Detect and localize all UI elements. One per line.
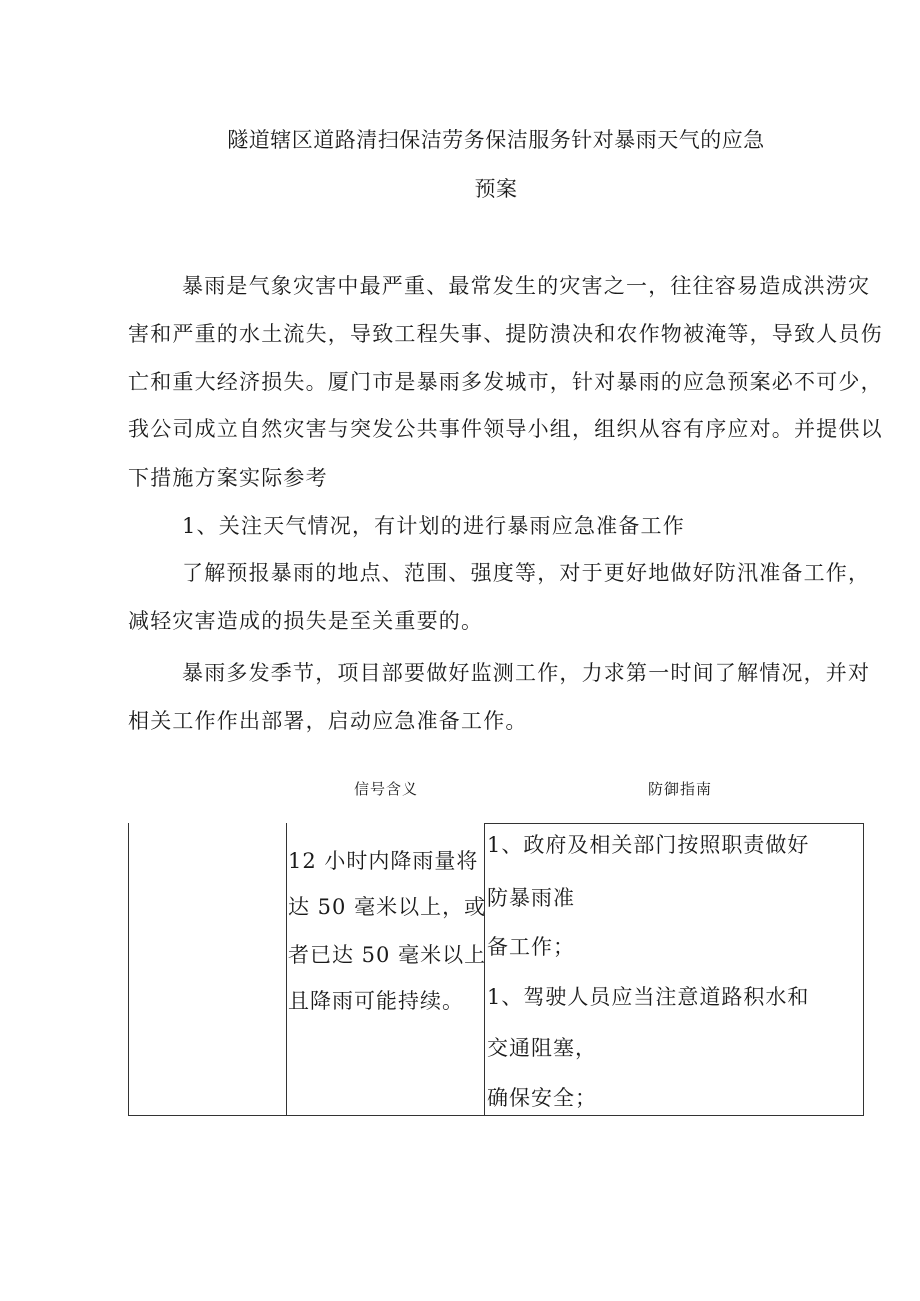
guide-cell-line: 1、驾驶人员应当注意道路积水和 <box>487 985 810 1009</box>
guide-cell-line: 交通阻塞， <box>487 1036 597 1060</box>
intro-line: 暴雨是气象灾害中最严重、最常发生的灾害之一，往往容易造成洪涝灾 <box>182 274 871 298</box>
table-border-bottom <box>128 1115 864 1116</box>
signal-table <box>128 823 864 1116</box>
table-header-signal-meaning: 信号含义 <box>354 780 419 798</box>
intro-line: 害和严重的水土流失，导致工程失事、提防溃决和农作物被淹等，导致人员伤 <box>128 322 883 346</box>
intro-line: 我公司成立自然灾害与突发公共事件领导小组，组织从容有序应对。并提供以 <box>128 417 883 441</box>
signal-cell-line: 且降雨可能持续。 <box>288 989 464 1013</box>
guide-cell-line: 确保安全； <box>487 1086 597 1110</box>
document-title-line-2: 预案 <box>474 177 518 201</box>
section-paragraph-line: 了解预报暴雨的地点、范围、强度等，对于更好地做好防汛准备工作， <box>182 561 871 585</box>
table-divider-1 <box>286 823 287 1116</box>
table-header-defense-guide: 防御指南 <box>648 780 713 798</box>
section-paragraph-line: 减轻灾害造成的损失是至关重要的。 <box>128 609 484 633</box>
table-border-left <box>128 823 129 1116</box>
guide-cell-line: 1、政府及相关部门按照职责做好 <box>487 833 810 857</box>
guide-cell-line: 备工作； <box>487 935 575 959</box>
table-border-top <box>484 823 864 824</box>
table-border-right <box>863 823 864 1116</box>
document-title-line-1: 隧道辖区道路清扫保洁劳务保洁服务针对暴雨天气的应急 <box>227 128 765 152</box>
guide-cell-line: 防暴雨准 <box>487 886 575 910</box>
signal-cell-line: 12 小时内降雨量将 <box>288 849 479 873</box>
intro-line: 亡和重大经济损失。厦门市是暴雨多发城市，针对暴雨的应急预案必不可少， <box>128 370 883 394</box>
intro-line: 下措施方案实际参考 <box>128 466 328 490</box>
signal-cell-line: 者已达 50 毫米以上 <box>288 943 487 967</box>
table-divider-2 <box>484 823 485 1116</box>
section-paragraph-line: 暴雨多发季节，项目部要做好监测工作，力求第一时间了解情况，并对 <box>182 661 871 685</box>
signal-cell-line: 达 50 毫米以上，或 <box>288 895 487 919</box>
section-heading: 1、关注天气情况，有计划的进行暴雨应急准备工作 <box>182 514 685 538</box>
section-paragraph-line: 相关工作作出部署，启动应急准备工作。 <box>128 709 528 733</box>
